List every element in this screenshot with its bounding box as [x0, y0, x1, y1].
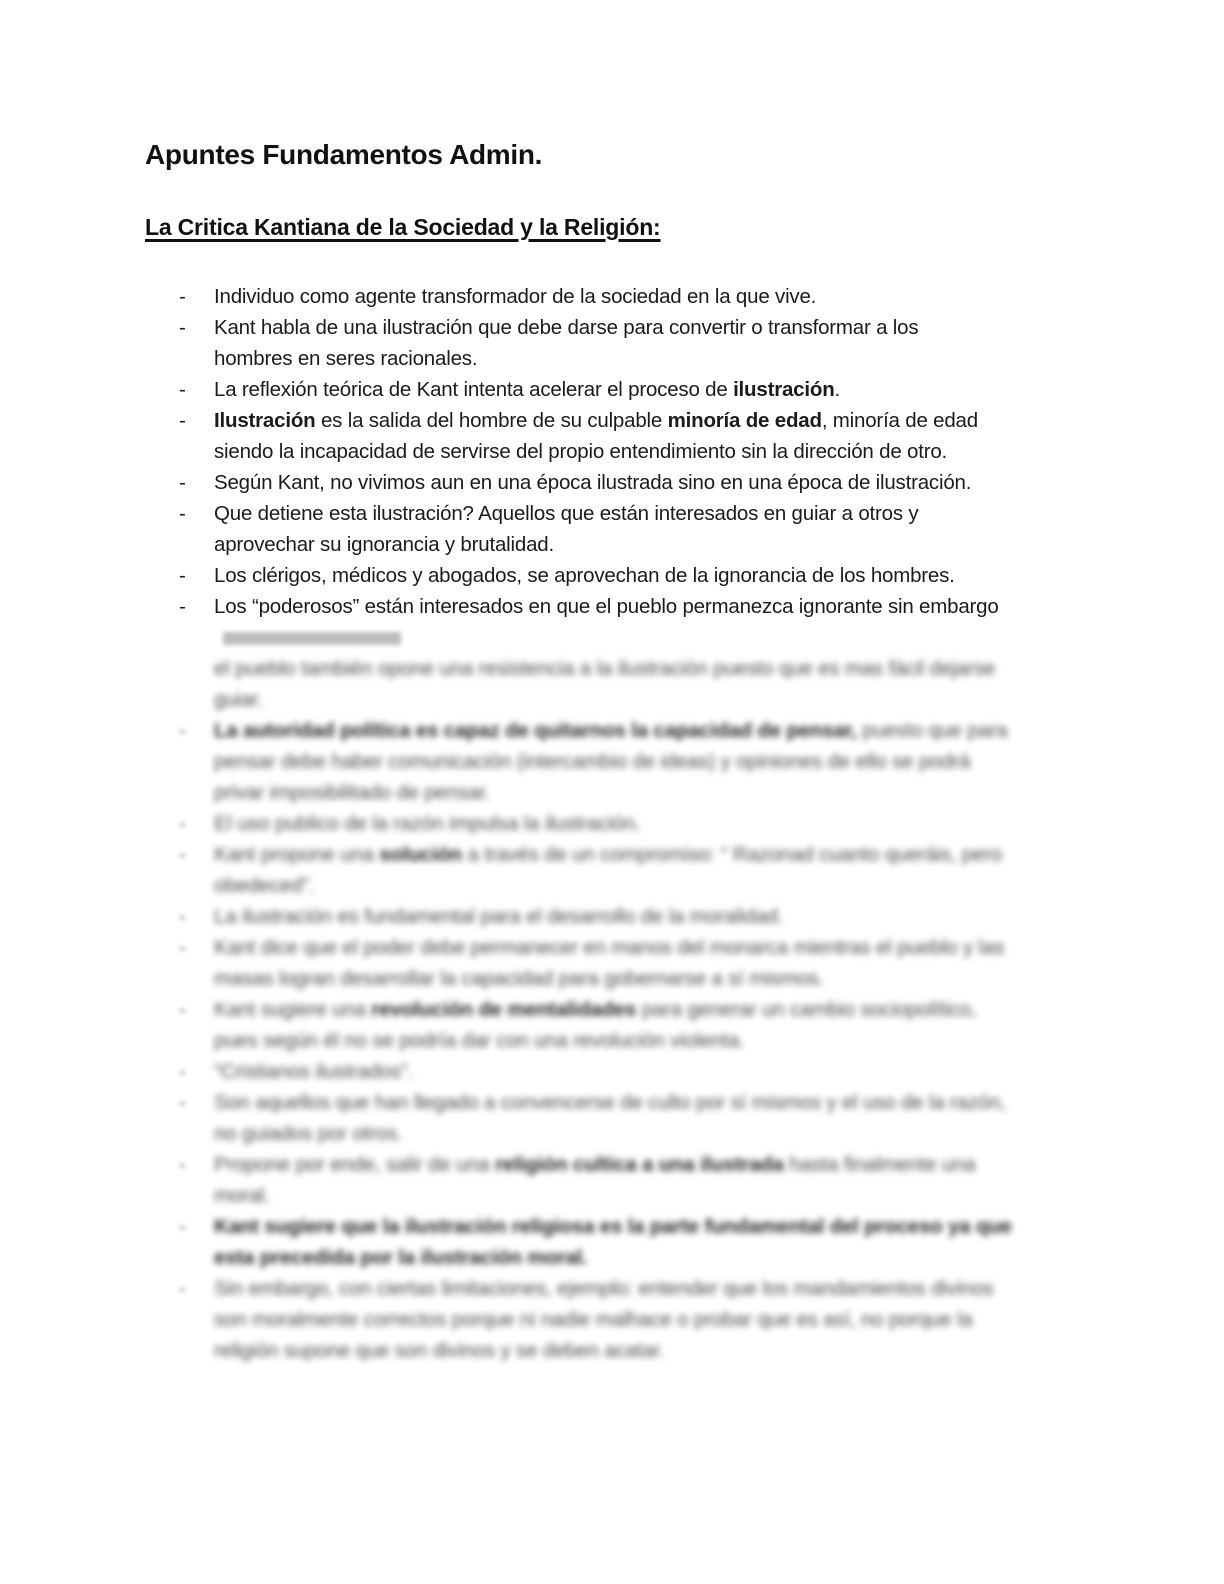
- text-segment: el pueblo también opone una resistencia a la ilustración puesto que es mas fácil dejarse: [214, 656, 996, 680]
- text-segment: “Cristianos ilustrados”.: [214, 1059, 414, 1083]
- text-segment: pensar debe haber comunicación (intercambio de ideas) y opiniones de ello se podrá: [214, 749, 971, 773]
- list-item: [145, 467, 1094, 498]
- text-segment: Kant habla de una ilustración que debe darse para convertir o transformar a los: [214, 315, 919, 339]
- text-segment: Kant propone una: [214, 842, 380, 866]
- text-segment: hombres en seres racionales.: [214, 346, 478, 370]
- text-segment: Los “poderosos” están interesados en que el pueblo permanezca ignorante sin embargo: [214, 594, 999, 618]
- text-segment: hasta finalmente una: [783, 1152, 976, 1176]
- text-segment: obedeced”.: [214, 873, 315, 897]
- text-segment: masas logran desarrollar la capacidad para gobernarse a sí mismos.: [214, 966, 825, 990]
- list-item: [145, 932, 1094, 994]
- text-segment: Los clérigos, médicos y abogados, se aprovechan de la ignorancia de los hombres.: [214, 563, 955, 587]
- text-segment: aprovechar su ignorancia y brutalidad.: [214, 532, 554, 556]
- text-segment: Kant sugiere que la ilustración religiosa es la parte fundamental del proceso ya que: [214, 1214, 1012, 1238]
- list-item: [145, 808, 1094, 839]
- text-segment: puesto que para: [856, 718, 1008, 742]
- list-item: [145, 560, 1094, 591]
- text-segment: moral.: [214, 1183, 270, 1207]
- text-segment: , minoría de edad: [821, 408, 978, 432]
- text-segment: revolución de mentalidades: [371, 997, 637, 1021]
- text-segment: a través de un compromiso: “ Razonad cuanto queráis, pero: [461, 842, 1002, 866]
- list-item: [145, 715, 1094, 808]
- text-segment: La ilustración es fundamental para el desarrollo de la moralidad.: [214, 904, 784, 928]
- text-segment: Ilustración: [214, 408, 316, 432]
- text-segment: Según Kant, no vivimos aun en una época ilustrada sino en una época de ilustración.: [214, 470, 972, 494]
- page-title: Apuntes Fundamentos Admin.: [145, 139, 543, 170]
- list-item: [145, 839, 1094, 901]
- text-segment: religión cultica a una ilustrada: [495, 1152, 784, 1176]
- text-segment: El uso publico de la razón impulsa la ilustración.: [214, 811, 641, 835]
- list-item: [145, 1211, 1094, 1273]
- text-segment: .: [834, 377, 841, 401]
- notes-list: [145, 281, 1094, 1366]
- text-segment: es la salida del hombre de su culpable: [315, 408, 668, 432]
- text-segment: no guiados por otros.: [214, 1121, 403, 1145]
- list-item: [145, 1056, 1094, 1087]
- list-item: [145, 498, 1094, 560]
- list-item: [145, 901, 1094, 932]
- list-item: [145, 591, 1094, 715]
- section-heading: La Critica Kantiana de la Sociedad y la Religión:: [145, 213, 661, 240]
- text-segment: guiar.: [214, 687, 263, 711]
- text-segment: para generar un cambio sociopolítico,: [636, 997, 977, 1021]
- text-segment: Kant dice que el poder debe permanecer en manos del monarca mientras el pueblo y las: [214, 935, 1005, 959]
- text-segment: Que detiene esta ilustración? Aquellos que están interesados en guiar a otros y: [214, 501, 919, 525]
- list-item: [145, 374, 1094, 405]
- text-segment: La autoridad política es capaz de quitarnos la capacidad de pensar,: [214, 718, 857, 742]
- list-item: [145, 994, 1094, 1056]
- text-segment: Sin embargo, con ciertas limitaciones, ejemplo: entender que los mandamientos divinos: [214, 1276, 994, 1300]
- text-segment: minoría de edad: [667, 408, 822, 432]
- list-item: [145, 1149, 1094, 1211]
- redaction-smudge: [223, 632, 401, 645]
- text-segment: privar imposibilitado de pensar.: [214, 780, 491, 804]
- text-segment: Propone por ende, salir de una: [214, 1152, 496, 1176]
- text-segment: Son aquellos que han llegado a convencerse de culto por sí mismos y el uso de la razón,: [214, 1090, 1006, 1114]
- list-item: [145, 405, 1094, 467]
- text-segment: religión supone que son divinos y se deben acatar.: [214, 1338, 665, 1362]
- list-item: [145, 1273, 1094, 1366]
- text-segment: pues según él no se podría dar con una revolución violenta.: [214, 1028, 745, 1052]
- list-item: [145, 1087, 1094, 1149]
- text-segment: Individuo como agente transformador de la sociedad en la que vive.: [214, 284, 817, 308]
- text-segment: Kant sugiere una: [214, 997, 372, 1021]
- text-segment: solución: [379, 842, 462, 866]
- text-segment: son moralmente correctos porque ni nadie malhace o probar que es así, no porque la: [214, 1307, 973, 1331]
- text-segment: siendo la incapacidad de servirse del propio entendimiento sin la dirección de otro.: [214, 439, 948, 463]
- list-item: [145, 312, 1094, 374]
- text-segment: esta precedida por la ilustración moral.: [214, 1245, 588, 1269]
- list-item: [145, 281, 1094, 312]
- text-segment: La reflexión teórica de Kant intenta acelerar el proceso de: [214, 377, 734, 401]
- text-segment: ilustración: [733, 377, 835, 401]
